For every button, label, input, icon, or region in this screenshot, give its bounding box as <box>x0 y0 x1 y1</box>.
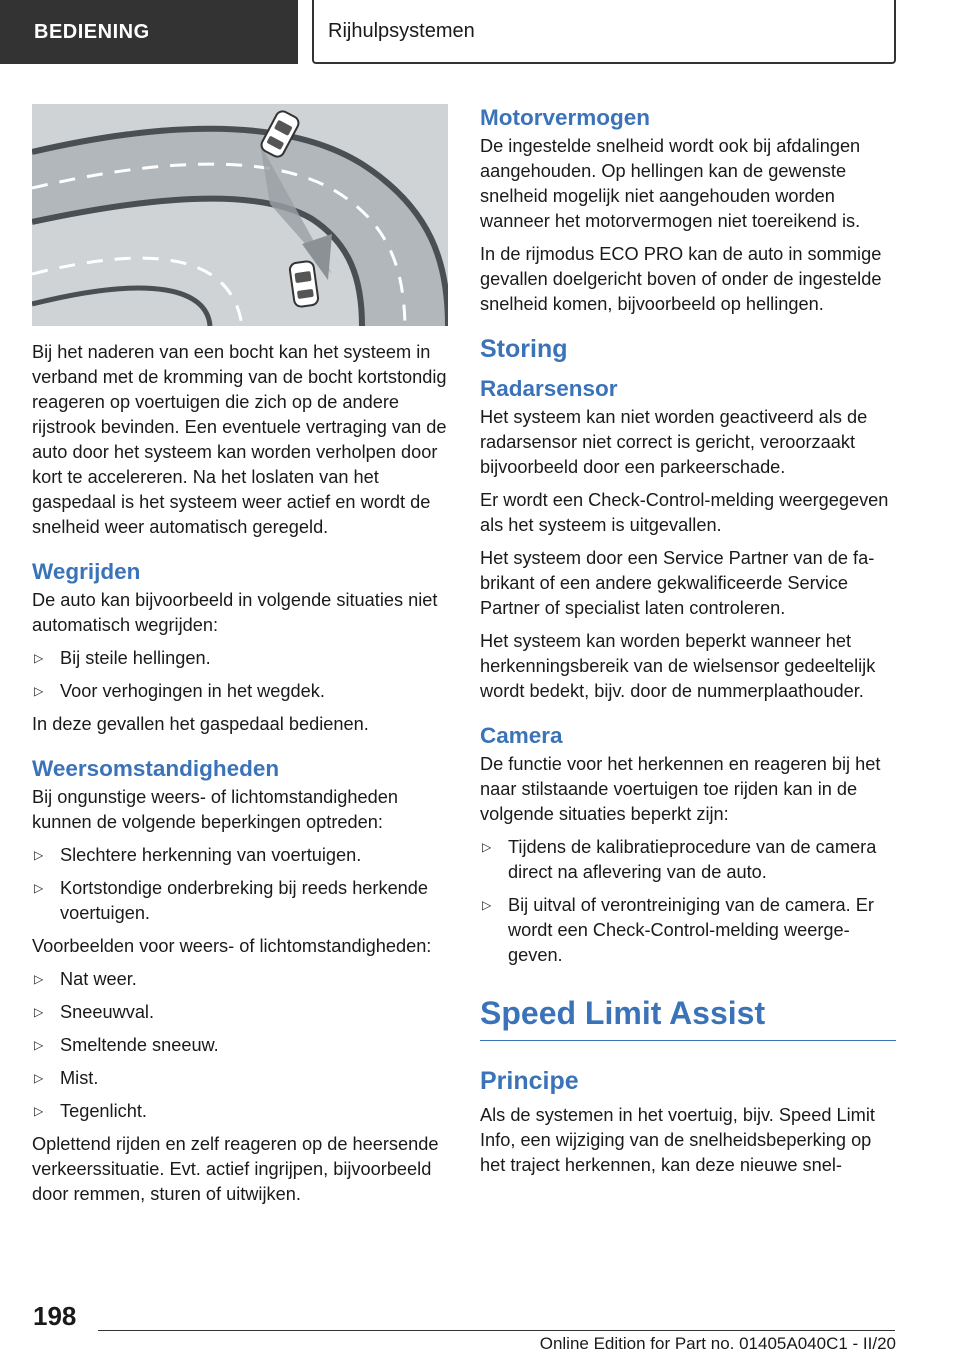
list-item: ▷ Tegenlicht. <box>32 1099 448 1124</box>
heading-storing: Storing <box>480 335 568 363</box>
page-number: 198 <box>33 1301 77 1331</box>
section-tab <box>0 0 298 64</box>
camera-list <box>480 835 896 968</box>
weers-intro: Bij ongunstige weers- of lichtomstandigheden kunnen de volgende beperkingen optreden: <box>32 787 398 832</box>
wegrijden-note: In deze gevallen het gaspedaal bedienen. <box>32 714 369 734</box>
list-item: ▷ Sneeuwval. <box>32 1000 448 1025</box>
motor-paragraph-2: In de rijmodus ECO PRO kan de auto in sommige gevallen doelgericht boven of onder de ingestelde snelheid komen, bijvoorbeeld op hellingen. <box>480 244 882 314</box>
bullet-icon: ▷ <box>34 972 44 986</box>
curve-paragraph: Bij het naderen van een bocht kan het systeem in verband met de kromming van de bocht kortstondig reageren op voertuigen die zich op de andere rijstrook bevinden. Een eventuele vertraging van de auto door het systeem kan worden verholpen door kort te accelereren. Na het loslaten van het gaspedaal is het systeem weer actief en wordt de snelheid weer automatisch geregeld. <box>32 342 447 537</box>
bullet-icon: ▷ <box>482 898 492 912</box>
list-item: ▷ Mist. <box>32 1066 448 1091</box>
radar-paragraph-3: Het systeem door een Service Partner van de fabrikant of een andere gekwalificeerde Service Partner of specialist laten controleren. <box>480 548 875 618</box>
radar-paragraph-4: Het systeem kan worden beperkt wanneer het herkenningsbereik van de wielsensor gedeeltelijk wordt bedekt, bijv. door de nummerplaathouder. <box>480 631 876 701</box>
section-title: BEDIENING <box>34 21 150 43</box>
voorbeelden-intro: Voorbeelden voor weers- of lichtomstandigheden: <box>32 936 432 956</box>
list-item: ▷ Slechtere herkenning van voertuigen. <box>32 843 448 868</box>
list-item: ▷ Smeltende sneeuw. <box>32 1033 448 1058</box>
bullet-icon: ▷ <box>34 1104 44 1118</box>
wegrijden-list <box>32 646 448 704</box>
bullet-icon: ▷ <box>34 1005 44 1019</box>
heading-camera: Camera <box>480 723 563 748</box>
list-item: ▷ Bij uitval of verontreiniging van de camera. Er wordt een Check-Control-melding weergegeven. <box>482 895 874 965</box>
bullet-icon: ▷ <box>34 651 44 665</box>
radar-paragraph-1: Het systeem kan niet worden geactiveerd als de radarsensor niet correct is gericht, veroorzaakt bijvoorbeeld door een parkeerschade. <box>480 407 868 477</box>
bullet-icon: ▷ <box>34 848 44 862</box>
right-column <box>480 104 896 1186</box>
list-item: ▷ Tijdens de kalibratieprocedure van de camera direct na aflevering van de auto. <box>482 837 877 882</box>
chapter-tab <box>312 0 896 64</box>
list-item: ▷ Nat weer. <box>32 967 448 992</box>
heading-weersomstandigheden: Weersomstandigheden <box>32 756 280 781</box>
edition-footer: Online Edition for Part no. 01405A040C1 - II/20 <box>539 1334 896 1353</box>
list-item: ▷ Kortstondige onderbreking bij reeds herkende voertuigen. <box>34 878 429 923</box>
heading-speed-limit-assist: Speed Limit Assist <box>480 990 896 1041</box>
list-item: ▷ Voor verhogingen in het wegdek. <box>32 679 448 704</box>
weers-list <box>32 843 448 926</box>
radar-paragraph-2: Er wordt een Check-Control-melding weergegeven als het systeem is uitgevallen. <box>480 490 889 535</box>
list-item: ▷ Bij steile hellingen. <box>32 646 448 671</box>
motor-paragraph-1: De ingestelde snelheid wordt ook bij afdalingen aangehouden. Op hellingen kan de gewenste snelheid mogelijk niet aangehouden worden wanneer het motorvermogen niet toereikend is. <box>480 136 861 231</box>
oplettend-paragraph: Oplettend rijden en zelf reageren op de heersende verkeerssituatie. Evt. actief ingrijpen, bijvoorbeeld door remmen, sturen of uitwijken. <box>32 1134 439 1204</box>
bullet-icon: ▷ <box>34 1071 44 1085</box>
bullet-icon: ▷ <box>34 1038 44 1052</box>
principe-paragraph: Als de systemen in het voertuig, bijv. Speed Limit Info, een wijziging van de snelheidsbeperking op het traject herkennen, kan deze nieuwe snel- <box>480 1105 875 1175</box>
bullet-icon: ▷ <box>482 840 492 854</box>
left-column <box>32 104 448 1215</box>
chapter-title: Rijhulpsystemen <box>328 20 475 42</box>
heading-motorvermogen: Motorvermogen <box>480 105 651 130</box>
car-curve-illustration <box>32 104 448 326</box>
wegrijden-intro: De auto kan bijvoorbeeld in volgende situaties niet automatisch wegrijden: <box>32 590 438 635</box>
heading-principe: Principe <box>480 1067 579 1095</box>
camera-intro: De functie voor het herkennen en reageren bij het naar stilstaande voertuigen toe rijden kan in de volgende situaties beperkt zijn: <box>480 754 881 824</box>
bullet-icon: ▷ <box>34 684 44 698</box>
heading-wegrijden: Wegrijden <box>32 559 141 584</box>
bullet-icon: ▷ <box>34 881 44 895</box>
voorbeelden-list <box>32 967 448 1124</box>
heading-radarsensor: Radarsensor <box>480 376 618 401</box>
